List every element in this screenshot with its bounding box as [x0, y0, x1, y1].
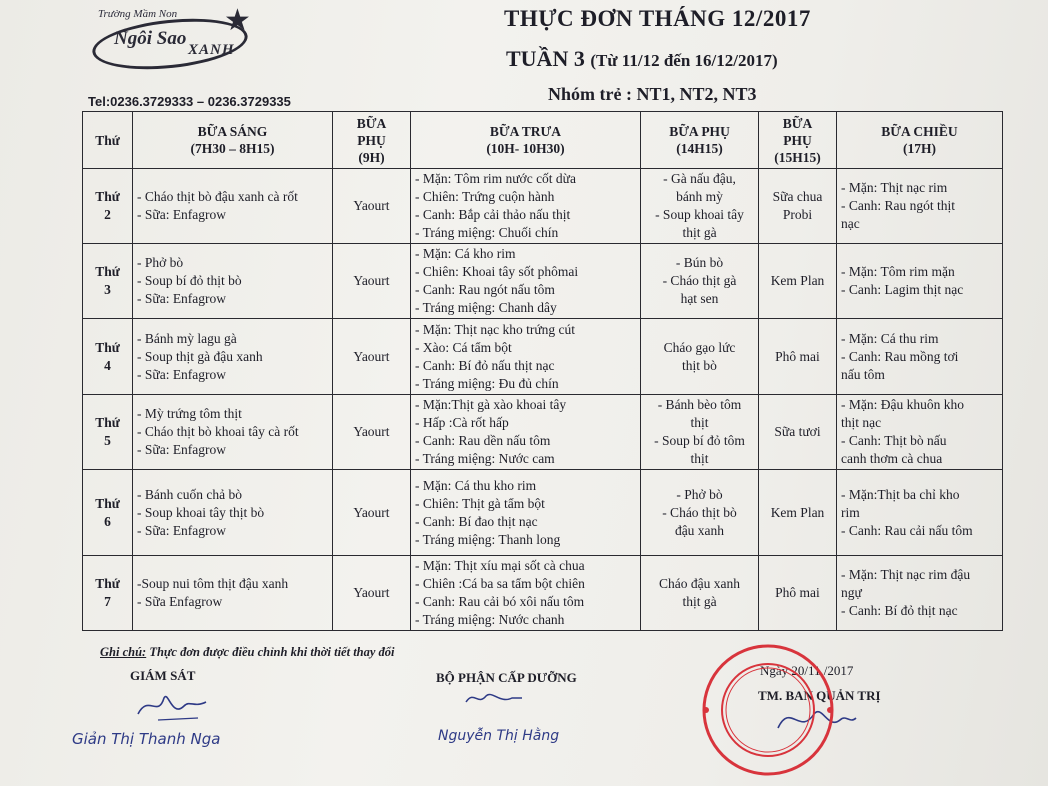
snack-9h-cell: [333, 319, 411, 395]
lunch-cell-line: - Mặn: Thịt xíu mại sốt cà chua: [415, 558, 585, 573]
breakfast-cell: [133, 470, 333, 556]
dinner-cell-line: - Mặn: Thịt nạc rim đậu: [841, 567, 971, 582]
snack-9h-cell: [333, 244, 411, 319]
day-number: 6: [104, 513, 111, 529]
snack-14h15-cell: [641, 556, 759, 631]
lunch-cell-line: - Tráng miệng: Nước chanh: [415, 612, 565, 627]
snack-9h-cell-text: Yaourt: [353, 348, 390, 364]
lunch-cell-line: - Canh: Bí đỏ nấu thịt nạc: [415, 357, 555, 373]
breakfast-cell-line: - Soup khoai tây thịt bò: [137, 504, 265, 520]
star-icon: ★: [224, 3, 251, 38]
breakfast-cell-line: - Sữa: Enfagrow: [137, 291, 227, 306]
lunch-cell-line: - Tráng miệng: Thanh long: [415, 531, 561, 547]
day-number: 2: [104, 207, 111, 222]
table-header-row: [83, 112, 1003, 169]
day-number: 3: [104, 282, 111, 297]
snack-14h15-cell-line: - Bún bò: [675, 255, 724, 270]
lunch-cell: [411, 470, 641, 556]
snack-14h15-cell-line: hạt sen: [680, 291, 719, 306]
snack-14h15-cell-line: thịt bò: [682, 357, 717, 373]
dinner-cell: [837, 395, 1003, 470]
lunch-cell-line: - Tráng miệng: Đu đủ chín: [415, 375, 559, 391]
menu-title: THỰC ĐƠN THÁNG 12/2017: [504, 6, 811, 31]
dinner-cell-line: - Canh: Thịt bò nấu: [841, 433, 947, 448]
breakfast-cell-line: - Soup bí đỏ thịt bò: [137, 273, 242, 288]
snack-15h15-cell-line: Kem Plan: [770, 273, 825, 288]
breakfast-cell-line: - Cháo thịt bò đậu xanh cà rốt: [137, 189, 298, 204]
lunch-cell-line: - Canh: Rau dền nấu tôm: [415, 433, 551, 448]
snack-15h15-cell: [759, 395, 837, 470]
snack-14h15-cell-line: bánh mỳ: [676, 189, 723, 204]
kitchen-title: BỘ PHẬN CẤP DƯỠNG: [436, 670, 577, 685]
lunch-cell-line: - Xào: Cá tẩm bột: [415, 339, 512, 355]
header-bua-phu-9h: BỮA PHỤ (9H): [333, 112, 411, 169]
snack-15h15-cell: [759, 244, 837, 319]
breakfast-cell-line: - Bánh mỳ lagu gà: [137, 330, 237, 346]
snack-15h15-cell-line: Probi: [782, 207, 813, 222]
dinner-cell-line: canh thơm cà chua: [841, 451, 943, 466]
snack-14h15-cell-line: - Soup bí đỏ tôm: [654, 433, 745, 448]
dinner-cell-line: rim: [841, 504, 860, 520]
lunch-cell-line: - Tráng miệng: Nước cam: [415, 451, 555, 466]
table-row: [83, 244, 1003, 319]
official-stamp: [698, 640, 838, 780]
dinner-cell-line: - Mặn: Đậu khuôn kho: [841, 397, 964, 412]
supervisor-signature: [128, 688, 218, 724]
lunch-cell-line: - Canh: Bắp cải thảo nấu thịt: [415, 207, 571, 222]
snack-9h-cell-text: Yaourt: [353, 424, 390, 439]
breakfast-cell-line: - Bánh cuốn chả bò: [137, 486, 242, 502]
snack-14h15-cell: [641, 244, 759, 319]
snack-14h15-cell: [641, 169, 759, 244]
dinner-cell-line: - Mặn: Tôm rim mặn: [841, 264, 955, 279]
week-title: [506, 46, 778, 72]
day-cell: [83, 556, 133, 631]
lunch-cell-line: - Canh: Rau cải bó xôi nấu tôm: [415, 594, 585, 609]
snack-15h15-cell-line: Sữa chua: [772, 189, 823, 204]
dinner-cell-line: - Mặn: Thịt nạc rim: [841, 180, 948, 195]
group-title: Nhóm trẻ : NT1, NT2, NT3: [548, 84, 757, 104]
day-number: 5: [104, 433, 111, 448]
breakfast-cell: [133, 244, 333, 319]
day-number: 4: [104, 357, 111, 373]
kitchen-signature: [460, 686, 530, 710]
day-label: Thứ: [95, 339, 120, 355]
lunch-cell-line: - Hấp :Cà rốt hấp: [415, 415, 509, 430]
header-bua-phu-15h15: BỮA PHỤ (15H15): [759, 112, 837, 169]
lunch-cell-line: - Mặn: Tôm rim nước cốt dừa: [415, 171, 576, 186]
school-logo: [92, 3, 262, 66]
snack-9h-cell: [333, 556, 411, 631]
breakfast-cell-line: - Sữa: Enfagrow: [137, 522, 227, 538]
day-cell: [83, 319, 133, 395]
day-number: 7: [104, 594, 111, 609]
snack-14h15-cell-line: thịt: [690, 451, 709, 466]
lunch-cell: [411, 395, 641, 470]
day-label: Thứ: [95, 189, 120, 204]
snack-9h-cell: [333, 470, 411, 556]
week-range: (Từ 11/12 đến 16/12/2017): [590, 51, 778, 70]
supervisor-name: Giản Thị Thanh Nga: [72, 730, 221, 748]
day-cell: [83, 470, 133, 556]
note: [100, 645, 395, 660]
table-row: [83, 169, 1003, 244]
note-text: Thực đơn được điều chỉnh khi thời tiết thay đổi: [146, 645, 395, 659]
header-bua-trua: BỮA TRƯA (10H- 10H30): [411, 112, 641, 169]
lunch-cell-line: - Tráng miệng: Chuối chín: [415, 225, 559, 240]
snack-14h15-cell-line: - Cháo thịt bò: [662, 504, 737, 520]
breakfast-cell: [133, 169, 333, 244]
lunch-cell-line: - Mặn: Cá thu kho rim: [415, 477, 537, 493]
week-label: TUẦN 3: [506, 46, 585, 71]
snack-15h15-cell: [759, 319, 837, 395]
table-row: [83, 556, 1003, 631]
day-cell: [83, 169, 133, 244]
telephone: Tel:0236.3729333 – 0236.3729335: [88, 94, 291, 109]
lunch-cell-line: - Tráng miệng: Chanh dây: [415, 300, 557, 315]
snack-9h-cell: [333, 169, 411, 244]
snack-14h15-cell-line: thịt gà: [682, 594, 717, 609]
breakfast-cell-line: - Cháo thịt bò khoai tây cà rốt: [137, 424, 299, 439]
snack-14h15-cell-line: - Gà nấu đậu,: [663, 171, 736, 186]
dinner-cell: [837, 319, 1003, 395]
board-title: TM. BAN QUẢN TRỊ: [758, 688, 881, 703]
snack-15h15-cell-line: Phô mai: [775, 585, 820, 600]
dinner-cell-line: nạc: [841, 216, 860, 231]
menu-table: [82, 111, 1003, 631]
snack-14h15-cell-line: - Cháo thịt gà: [662, 273, 737, 288]
day-cell: [83, 244, 133, 319]
header-bua-sang: BỮA SÁNG (7H30 – 8H15): [133, 112, 333, 169]
snack-15h15-cell: [759, 169, 837, 244]
snack-9h-cell-text: Yaourt: [353, 504, 390, 520]
breakfast-cell-line: - Sữa: Enfagrow: [137, 442, 227, 457]
snack-15h15-cell: [759, 556, 837, 631]
day-label: Thứ: [95, 495, 120, 511]
note-label: Ghi chú:: [100, 645, 147, 659]
dinner-cell: [837, 470, 1003, 556]
breakfast-cell: [133, 395, 333, 470]
dinner-cell-line: thịt nạc: [841, 415, 882, 430]
dinner-cell-line: - Mặn:Thịt ba chỉ kho: [841, 486, 960, 502]
logo-top-text: Trường Mầm Non: [98, 8, 178, 20]
dinner-cell: [837, 244, 1003, 319]
snack-14h15-cell-line: - Phở bò: [676, 486, 723, 502]
dinner-cell-line: - Canh: Bí đỏ thịt nạc: [841, 603, 958, 618]
snack-9h-cell: [333, 395, 411, 470]
header-bua-chieu: BỮA CHIỀU (17H): [837, 112, 1003, 169]
dinner-cell: [837, 556, 1003, 631]
dinner-cell: [837, 169, 1003, 244]
table-row: [83, 395, 1003, 470]
breakfast-cell: [133, 319, 333, 395]
dinner-cell-line: - Canh: Rau cải nấu tôm: [841, 522, 973, 538]
snack-14h15-cell-line: đậu xanh: [674, 522, 725, 538]
breakfast-cell-line: - Mỳ trứng tôm thịt: [137, 406, 242, 421]
lunch-cell-line: - Chiên :Cá ba sa tẩm bột chiên: [415, 576, 585, 591]
snack-9h-cell-text: Yaourt: [353, 585, 390, 600]
lunch-cell: [411, 319, 641, 395]
snack-9h-cell-text: Yaourt: [353, 198, 390, 213]
lunch-cell-line: - Mặn: Cá kho rim: [415, 246, 516, 261]
header-bua-phu-14h15: BỮA PHỤ (14H15): [641, 112, 759, 169]
day-label: Thứ: [95, 415, 120, 430]
dinner-cell-line: - Canh: Rau mồng tơi: [841, 348, 959, 364]
signing-date: Ngày 20/11 /2017: [760, 663, 854, 678]
breakfast-cell-line: - Sữa: Enfagrow: [137, 207, 227, 222]
lunch-cell-line: - Canh: Rau ngót nấu tôm: [415, 282, 555, 297]
snack-14h15-cell: [641, 319, 759, 395]
dinner-cell-line: - Canh: Rau ngót thịt: [841, 198, 955, 213]
snack-14h15-cell-line: thịt gà: [682, 225, 717, 240]
dinner-cell-line: ngự: [841, 585, 862, 600]
breakfast-cell-line: - Sữa: Enfagrow: [137, 366, 227, 382]
breakfast-cell-line: - Sữa Enfagrow: [137, 594, 223, 609]
snack-14h15-cell-line: - Bánh bèo tôm: [657, 397, 742, 412]
breakfast-cell-line: - Soup thịt gà đậu xanh: [137, 348, 263, 364]
snack-14h15-cell: [641, 395, 759, 470]
header-thu: Thứ: [83, 112, 133, 169]
snack-15h15-cell-line: Kem Plan: [770, 504, 825, 520]
breakfast-cell: [133, 556, 333, 631]
snack-15h15-cell: [759, 470, 837, 556]
lunch-cell: [411, 244, 641, 319]
lunch-cell-line: - Canh: Bí đao thịt nạc: [415, 513, 538, 529]
dinner-cell-line: nấu tôm: [841, 366, 885, 382]
snack-15h15-cell-line: Sữa tươi: [774, 424, 821, 439]
day-label: Thứ: [95, 576, 120, 591]
table-row: [83, 319, 1003, 395]
lunch-cell-line: - Chiên: Trứng cuộn hành: [415, 189, 555, 204]
lunch-cell: [411, 169, 641, 244]
dinner-cell-line: - Mặn: Cá thu rim: [841, 330, 939, 346]
lunch-cell-line: - Chiên: Khoai tây sốt phômai: [415, 264, 579, 279]
snack-14h15-cell-line: Cháo gạo lức: [663, 339, 736, 355]
snack-14h15-cell-line: Cháo đậu xanh: [659, 576, 740, 591]
breakfast-cell-line: - Phở bò: [137, 255, 184, 270]
logo-xanh-text: XANH: [188, 42, 235, 58]
logo-name-text: Ngôi Sao: [114, 28, 187, 49]
snack-9h-cell-text: Yaourt: [353, 273, 390, 288]
kitchen-name: Nguyễn Thị Hằng: [438, 728, 560, 744]
day-label: Thứ: [95, 264, 120, 279]
lunch-cell-line: - Chiên: Thịt gà tẩm bột: [415, 495, 545, 511]
lunch-cell: [411, 556, 641, 631]
dinner-cell-line: - Canh: Lagim thịt nạc: [841, 282, 964, 297]
day-cell: [83, 395, 133, 470]
table-row: [83, 470, 1003, 556]
supervisor-title: GIÁM SÁT: [130, 668, 196, 683]
snack-14h15-cell-line: thịt: [690, 415, 709, 430]
snack-15h15-cell-line: Phô mai: [775, 348, 820, 364]
breakfast-cell-line: -Soup nui tôm thịt đậu xanh: [137, 576, 289, 591]
snack-14h15-cell-line: - Soup khoai tây: [655, 207, 744, 222]
lunch-cell-line: - Mặn:Thịt gà xào khoai tây: [415, 397, 567, 412]
lunch-cell-line: - Mặn: Thịt nạc kho trứng cút: [415, 321, 576, 337]
snack-14h15-cell: [641, 470, 759, 556]
